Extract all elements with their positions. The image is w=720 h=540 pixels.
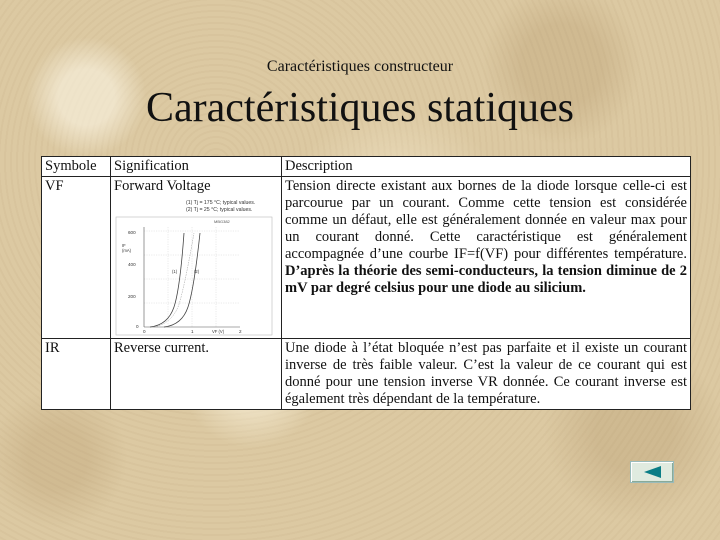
table-row <box>42 177 691 339</box>
table-header-row <box>42 157 691 177</box>
graph-x-tick: 0 <box>143 329 146 334</box>
graph-x-tick: 1 <box>191 329 194 334</box>
cell-description <box>282 177 691 339</box>
graph-x-tick: 2 <box>239 329 242 334</box>
cell-meaning-text: Forward Voltage <box>114 178 211 194</box>
graph-legend-1: (1) Tj = 175 °C; typical values. <box>186 200 256 206</box>
cell-description: Une diode à l’état bloquée n’est pas parfaite et il existe un courant inverse de très faible valeur. C’est la valeur de ce courant qui est donné pour une tension inverse VR donnée. Ce courant inverse est également très dépendant de la température. <box>282 339 691 410</box>
if-vf-graph <box>114 197 274 337</box>
graph-y-tick: 200 <box>128 294 136 299</box>
slide-title: Caractéristiques statiques <box>145 85 575 131</box>
graph-y-tick: 0 <box>136 324 139 329</box>
table-row <box>42 339 691 410</box>
graph-y-tick: 400 <box>128 262 136 267</box>
col-header-symbol: Symbole <box>42 157 111 177</box>
graph-code: MBG382 <box>214 219 230 224</box>
description-text: Tension directe existant aux bornes de la diode lorsque celle-ci est parcourue par un courant. Comme cette tension est considérée comme un défaut, elle est généralement donnée en valeur max pour un courant donné. Cette caractéristique est généralement accompagnée d’une courbe IF=f(VF) pour différentes température. <box>285 178 687 262</box>
col-header-description: Description <box>282 157 691 177</box>
col-header-meaning: Signification <box>111 157 282 177</box>
if-vf-graph-svg <box>114 197 274 337</box>
cell-meaning <box>111 177 282 339</box>
graph-y-unit: IF (mA) <box>122 243 132 253</box>
characteristics-table <box>41 156 691 410</box>
cell-meaning: Reverse current. <box>111 339 282 410</box>
back-button[interactable] <box>630 461 674 483</box>
graph-y-tick: 600 <box>128 230 136 235</box>
curve-label-2: (2) <box>194 269 200 274</box>
cell-symbol: VF <box>42 177 111 339</box>
graph-x-unit: VF (V) <box>212 329 225 334</box>
description-bold-text: D’après la théorie des semi-conducteurs, la tension diminue de 2 mV par degré celsius pour une diode au silicium. <box>285 263 687 296</box>
slide-subtitle: Caractéristiques constructeur <box>266 58 454 75</box>
curve-label-1: (1) <box>172 269 178 274</box>
left-triangle-icon <box>641 465 663 479</box>
graph-legend-2: (2) Tj = 25 °C; typical values. <box>186 207 253 213</box>
cell-symbol: IR <box>42 339 111 410</box>
